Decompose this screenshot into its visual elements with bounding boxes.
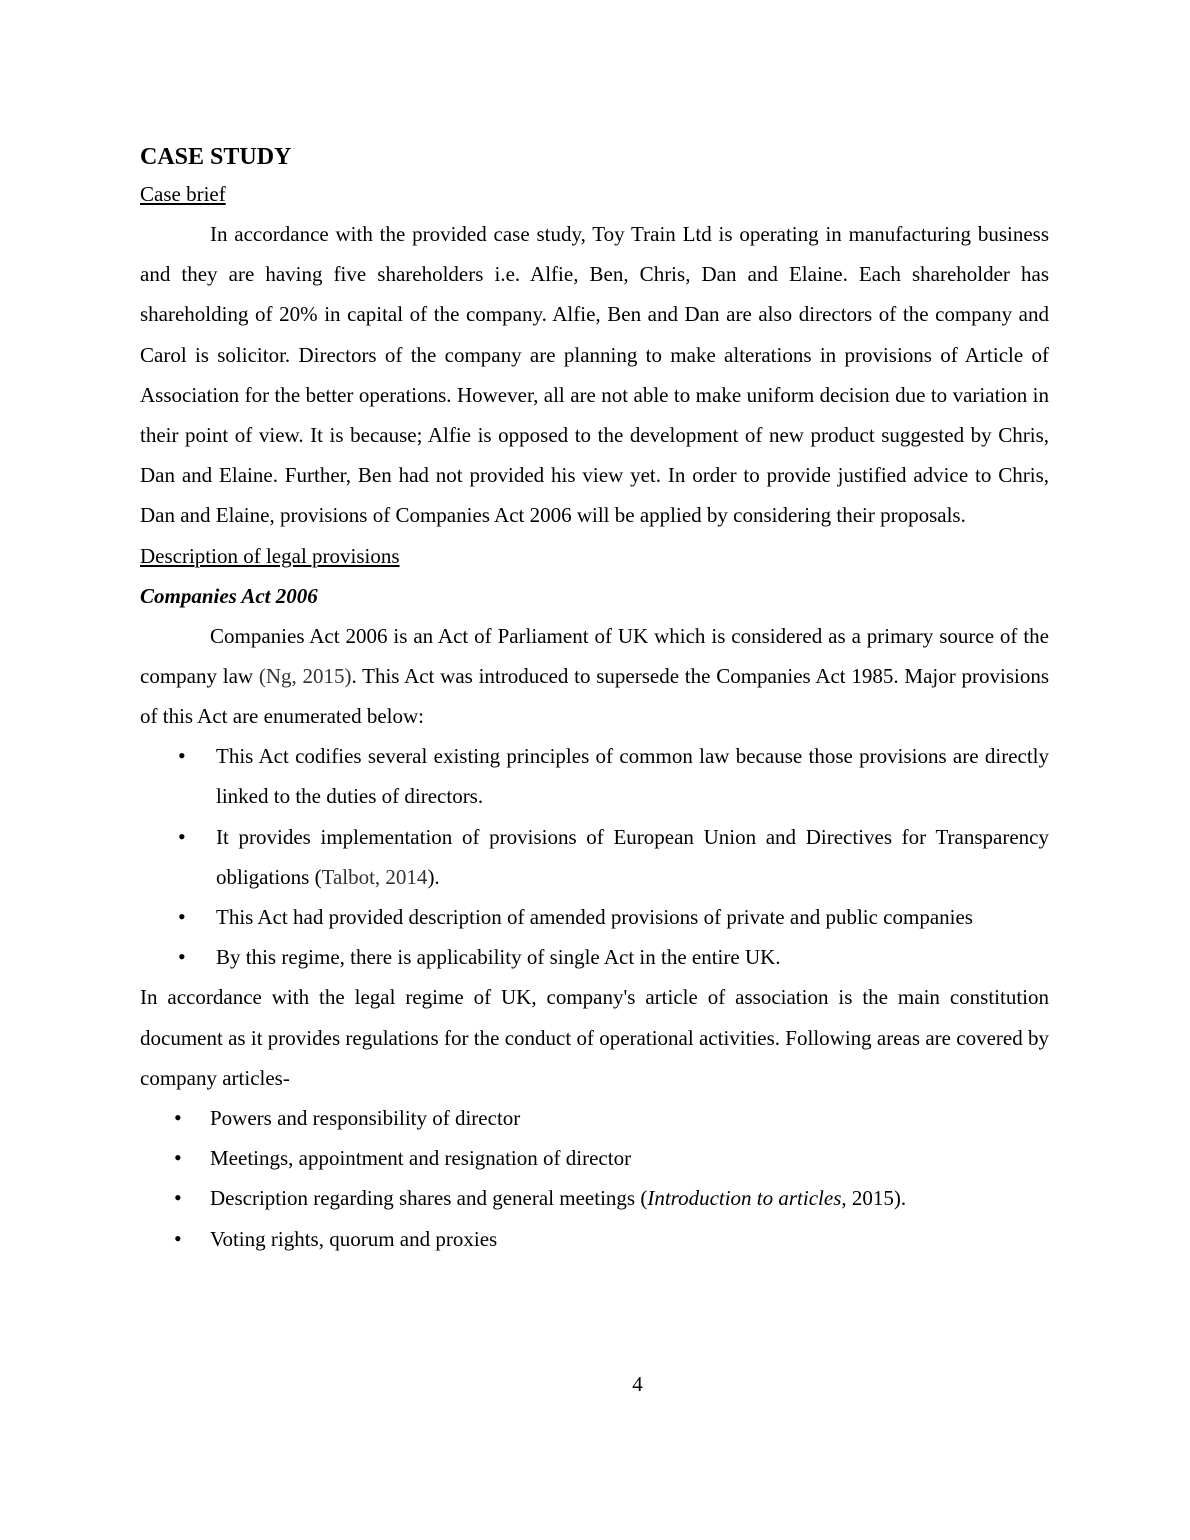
case-brief-heading: Case brief (140, 182, 226, 206)
list-item (140, 937, 1049, 977)
legal-provisions-heading: Description of legal provisions (140, 543, 400, 568)
list-item: • Meetings, appointment and resignation of director (140, 1138, 1049, 1178)
list-item-text: It provides implementation of provisions of European Union and Directives for Transparency obligations ( (216, 824, 1049, 889)
articles-paragraph: In accordance with the legal regime of UK, company's article of association is the main constitution document as it provides regulations for the conduct of operational activities. Following areas are covered by company articles- (140, 985, 1049, 1090)
citation: Talbot, 2014 (321, 864, 428, 889)
list-item-text-end: ). (427, 864, 440, 889)
list-item-text: This Act had provided description of amended provisions of private and public companies (216, 905, 973, 930)
document-page (140, 140, 1049, 1259)
page-heading: CASE STUDY (140, 144, 292, 170)
list-item (140, 1178, 1049, 1218)
list-item (140, 897, 1049, 937)
citation: (Ng, 2015) (258, 663, 352, 688)
articles-areas-list (140, 1098, 1049, 1259)
list-item-text: This Act codifies several existing principles of common law because those provisions are directly linked to the duties of directors. (216, 744, 1049, 809)
list-item-text-end: , 2015). (841, 1186, 907, 1211)
act-paragraph-text-end: . This Act was introduced to supersede the Companies Act 1985. Major provisions of this Act are enumerated below: (140, 663, 1049, 729)
act-provisions-list (140, 736, 1049, 977)
act-heading: Companies Act 2006 (140, 583, 318, 608)
list-item: • Powers and responsibility of director (140, 1098, 1049, 1138)
list-item (140, 817, 1049, 897)
list-item-text: By this regime, there is applicability of single Act in the entire UK. (216, 945, 781, 970)
list-item-text: Description regarding shares and general meetings ( (210, 1186, 648, 1211)
page-number: 4 (632, 1372, 643, 1396)
act-paragraph-text: Companies Act 2006 is an Act of Parliament of UK which is considered as a primary source of the company law (140, 623, 1049, 688)
list-item (140, 736, 1049, 816)
list-item: • Voting rights, quorum and proxies (140, 1219, 1049, 1259)
citation-title: Introduction to articles (647, 1186, 842, 1211)
act-paragraph (140, 616, 1049, 737)
case-brief-paragraph: In accordance with the provided case study, Toy Train Ltd is operating in manufacturing business and they are having five shareholders i.e. Alfie, Ben, Chris, Dan and Elaine. Each shareholder has shareholding of 20% in capital of the company. Alfie, Ben and Dan are also directors of the company and Carol is solicitor. Directors of the company are planning to make alterations in provisions of Article of Association for the better operations. However, all are not able to make uniform decision due to variation in their point of view. It is because; Alfie is opposed to the development of new product suggested by Chris, Dan and Elaine. Further, Ben had not provided his view yet. In order to provide justified advice to Chris, Dan and Elaine, provisions of Companies Act 2006 will be applied by considering their proposals. (140, 222, 1049, 528)
